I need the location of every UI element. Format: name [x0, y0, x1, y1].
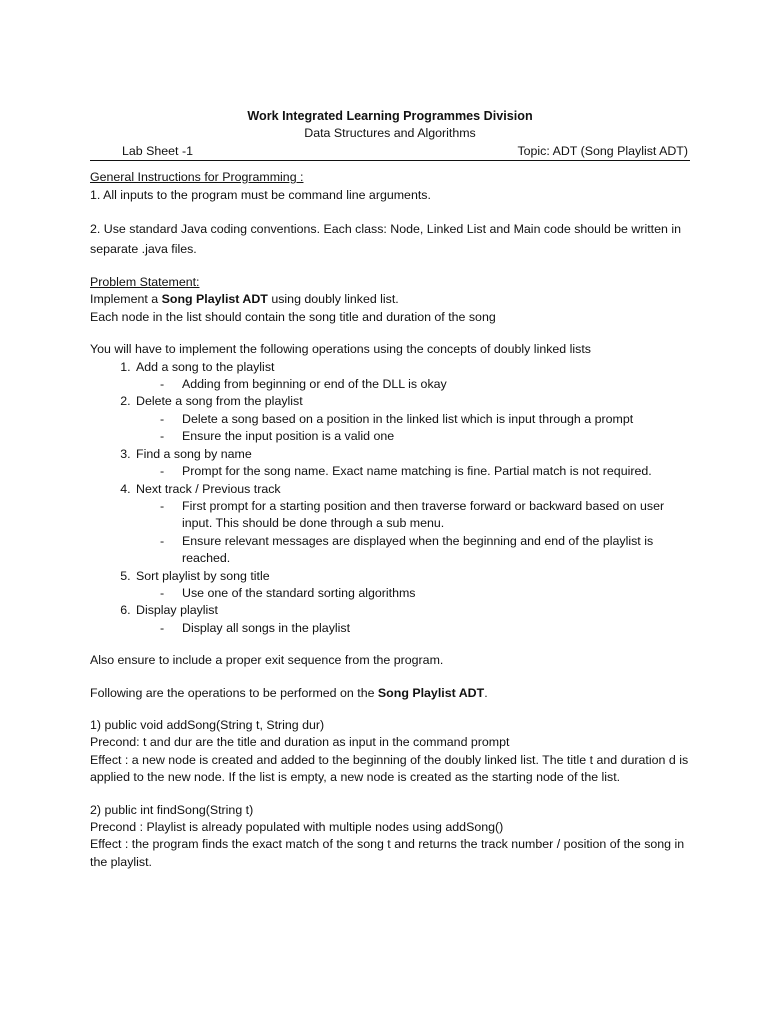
- operation-subitem: - Display all songs in the playlist: [158, 620, 690, 637]
- operations-intro: You will have to implement the following operations using the concepts of doubly linked lists: [90, 342, 591, 357]
- exit-note: Also ensure to include a proper exit sequence from the program.: [90, 653, 444, 668]
- lab-header-line: [90, 143, 690, 161]
- operation-subitem: - Ensure relevant messages are displayed when the beginning and end of the playlist is reached.: [158, 533, 690, 568]
- division-title: Work Integrated Learning Programmes Division: [247, 109, 533, 123]
- problem-heading: Problem Statement:: [90, 275, 200, 290]
- operation-subitem: - Delete a song based on a position in the linked list which is input through a prompt: [158, 411, 690, 428]
- operation-item: 1. Add a song to the playlist - Adding from beginning or end of the DLL is okay: [134, 359, 690, 394]
- operation-item: 4. Next track / Previous track - First prompt for a starting position and then traverse forward or backward based on user input. This should be done through a sub menu. - Ensure relevant messages are displayed when the beginning and end of the playlist is reached.: [134, 481, 690, 568]
- document-page: [90, 108, 690, 871]
- method-1-precond: Precond: t and dur are the title and duration as input in the command prompt: [90, 735, 510, 750]
- operation-subitem: - Use one of the standard sorting algorithms: [158, 585, 690, 602]
- topic-label: Topic: ADT (Song Playlist ADT): [517, 143, 688, 158]
- method-1-effect: Effect : a new node is created and added to the beginning of the doubly linked list. The title t and duration d is applied to the new node. If the list is empty, a new node is created as the starting node of the list.: [90, 752, 689, 785]
- operation-subitem: - Adding from beginning or end of the DLL is okay: [158, 376, 690, 393]
- song-playlist-adt-bold: Song Playlist ADT: [161, 292, 268, 307]
- following-line: Following are the operations to be performed on the Song Playlist ADT.: [90, 685, 488, 700]
- instructions-heading: General Instructions for Programming :: [90, 170, 304, 185]
- operation-item: 3. Find a song by name - Prompt for the song name. Exact name matching is fine. Partial match is not required.: [134, 446, 690, 481]
- operation-subitem: - Prompt for the song name. Exact name matching is fine. Partial match is not required.: [158, 463, 690, 480]
- operation-item: 2. Delete a song from the playlist - Delete a song based on a position in the linked list which is input through a prompt - Ensure the input position is a valid one: [134, 393, 690, 445]
- method-2-effect: Effect : the program finds the exact match of the song t and returns the track number / position of the song in the playlist.: [90, 837, 685, 869]
- course-title: Data Structures and Algorithms: [304, 126, 476, 141]
- operation-subitem: - First prompt for a starting position and then traverse forward or backward based on user input. This should be done through a sub menu.: [158, 498, 690, 533]
- song-playlist-adt-bold-2: Song Playlist ADT: [377, 685, 485, 700]
- instruction-2: 2. Use standard Java coding conventions. Each class: Node, Linked List and Main code should be written in separate .java files.: [90, 222, 681, 257]
- instruction-1: 1. All inputs to the program must be command line arguments.: [90, 187, 431, 202]
- operations-list: [90, 359, 690, 638]
- method-1-signature: 1) public void addSong(String t, String dur): [90, 717, 325, 732]
- operation-item: 6. Display playlist - Display all songs in the playlist: [134, 602, 690, 637]
- operation-subitem: - Ensure the input position is a valid one: [158, 428, 690, 445]
- method-2-signature: 2) public int findSong(String t): [90, 802, 254, 817]
- problem-line-2: Each node in the list should contain the song title and duration of the song: [90, 309, 496, 324]
- lab-sheet-label: Lab Sheet -1: [122, 143, 193, 158]
- method-2-precond: Precond : Playlist is already populated with multiple nodes using addSong(): [90, 820, 504, 834]
- problem-line-1: Implement a Song Playlist ADT using doubly linked list.: [90, 292, 399, 307]
- operation-item: 5. Sort playlist by song title - Use one of the standard sorting algorithms: [134, 568, 690, 603]
